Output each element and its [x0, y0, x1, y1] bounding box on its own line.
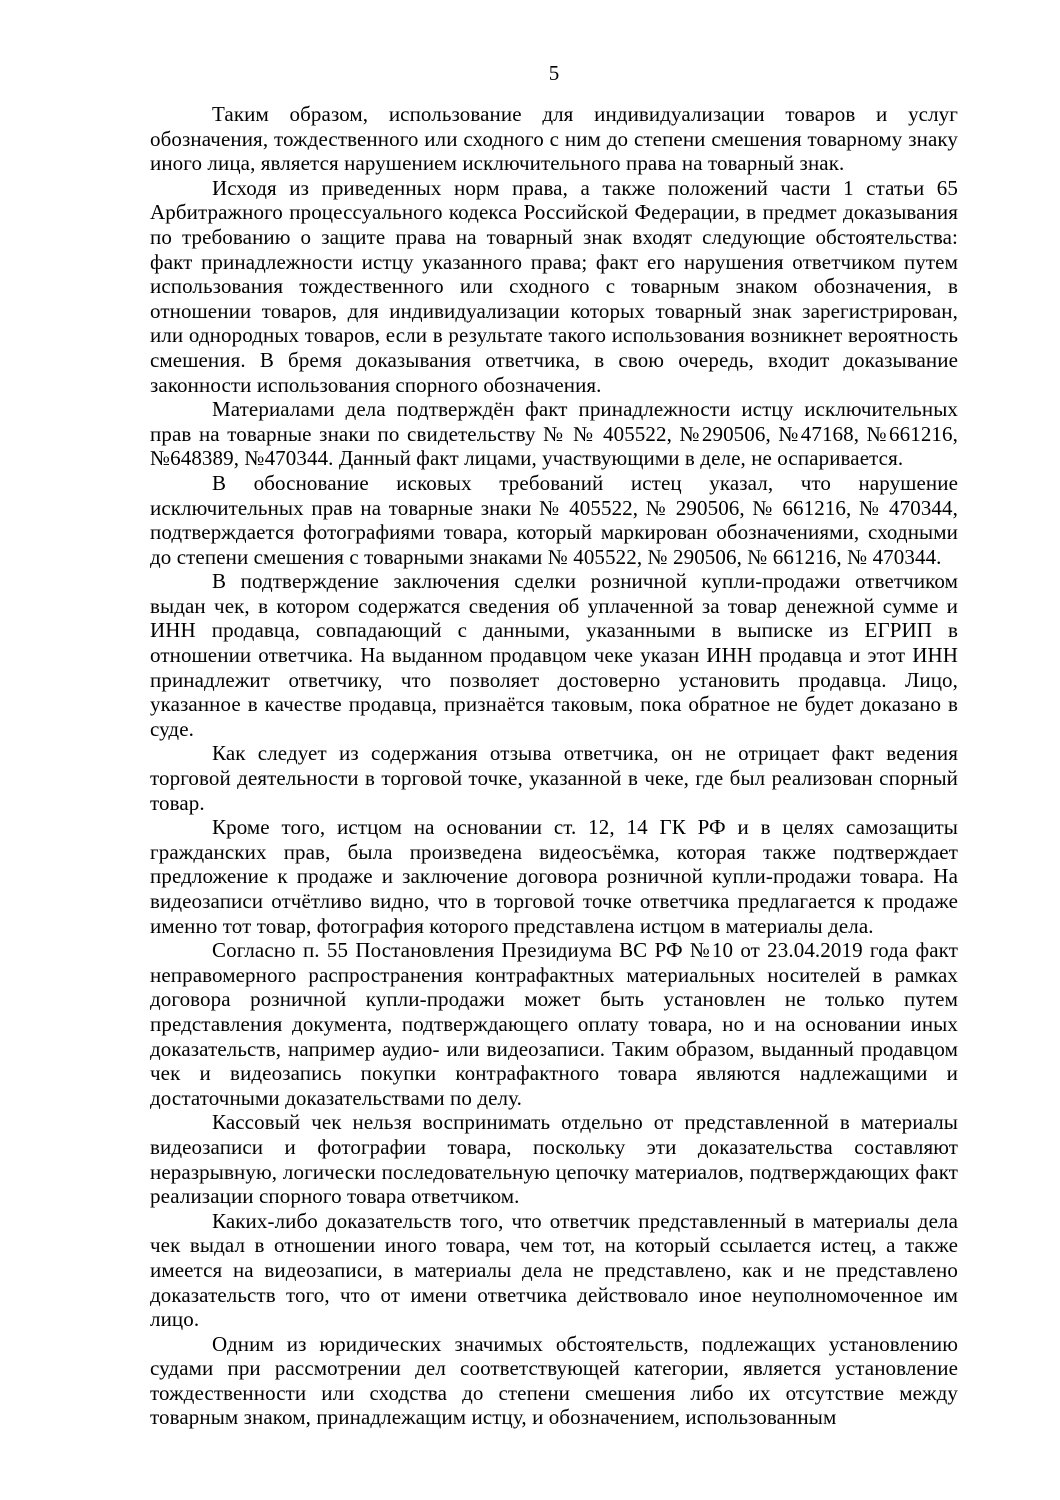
page-number: 5	[548, 61, 560, 85]
paragraph-2: Исходя из приведенных норм права, а также положений части 1 статьи 65 Арбитражного процессуального кодекса Российской Федерации, в предмет доказывания по требованию о защите права на товарный знак входят следующие обстоятельства: факт принадлежности истцу указанного права; факт его нарушения ответчиком путем использования тождественного или сходного с товарным знаком обозначения, в отношении товаров, для индивидуализации которых товарный знак зарегистрирован, или однородных товаров, если в результате такого использования возникнет вероятность смешения. В бремя доказывания ответчика, в свою очередь, входит доказывание законности использования спорного обозначения.	[150, 175, 958, 397]
paragraph-8: Согласно п. 55 Постановления Президиума ВС РФ №10 от 23.04.2019 года факт неправомерного распространения контрафактных материальных носителей в рамках договора розничной купли-продажи может быть установлен не только путем представления документа, подтверждающего оплату товара, но и на основании иных доказательств, например аудио- или видеозаписи. Таким образом, выданный продавцом чек и видеозапись покупки контрафактного товара являются надлежащими и достаточными доказательствами по делу.	[150, 938, 958, 1110]
paragraph-4: В обоснование исковых требований истец указал, что нарушение исключительных прав на товарные знаки № 405522, № 290506, № 661216, № 470344, подтверждается фотографиями товара, который маркирован обозначениями, сходными до степени смешения с товарными знаками № 405522, № 290506, № 661216, № 470344.	[150, 470, 958, 569]
paragraph-9: Кассовый чек нельзя воспринимать отдельно от представленной в материалы видеозаписи и фотографии товара, поскольку эти доказательства составляют неразрывную, логически последовательную цепочку материалов, подтверждающих факт реализации спорного товара ответчиком.	[150, 1110, 958, 1209]
document-body	[150, 102, 958, 1430]
paragraph-11: Одним из юридических значимых обстоятельств, подлежащих установлению судами при рассмотрении дел соответствующей категории, является установление тождественности или сходства до степени смешения либо их отсутствие между товарным знаком, принадлежащим истцу, и обозначением, использованным	[150, 1331, 958, 1430]
paragraph-6: Как следует из содержания отзыва ответчика, он не отрицает факт ведения торговой деятельности в торговой точке, указанной в чеке, где был реализован спорный товар.	[150, 741, 958, 815]
paragraph-1: Таким образом, использование для индивидуализации товаров и услуг обозначения, тождественного или сходного с ним до степени смешения товарному знаку иного лица, является нарушением исключительного права на товарный знак.	[150, 102, 958, 176]
paragraph-5: В подтверждение заключения сделки розничной купли-продажи ответчиком выдан чек, в котором содержатся сведения об уплаченной за товар денежной сумме и ИНН продавца, совпадающий с данными, указанными в выписке из ЕГРИП в отношении ответчика. На выданном продавцом чеке указан ИНН продавца и этот ИНН принадлежит ответчику, что позволяет достоверно установить продавца. Лицо, указанное в качестве продавца, признаётся таковым, пока обратное не будет доказано в суде.	[150, 569, 958, 741]
paragraph-10: Каких-либо доказательств того, что ответчик представленный в материалы дела чек выдал в отношении иного товара, чем тот, на который ссылается истец, а также имеется на видеозаписи, в материалы дела не представлено, как и не представлено доказательств того, что от имени ответчика действовало иное неуполномоченное им лицо.	[150, 1208, 958, 1332]
paragraph-3: Материалами дела подтверждён факт принадлежности истцу исключительных прав на товарные знаки по свидетельству № № 405522, №290506, №47168, №661216, №648389, №470344. Данный факт лицами, участвующими в деле, не оспаривается.	[150, 397, 958, 471]
paragraph-7: Кроме того, истцом на основании ст. 12, 14 ГК РФ и в целях самозащиты гражданских прав, была произведена видеосъёмка, которая также подтверждает предложение к продаже и заключение договора розничной купли-продажи товара. На видеозаписи отчётливо видно, что в торговой точке ответчика предлагается к продаже именно тот товар, фотография которого представлена истцом в материалы дела.	[150, 815, 958, 938]
